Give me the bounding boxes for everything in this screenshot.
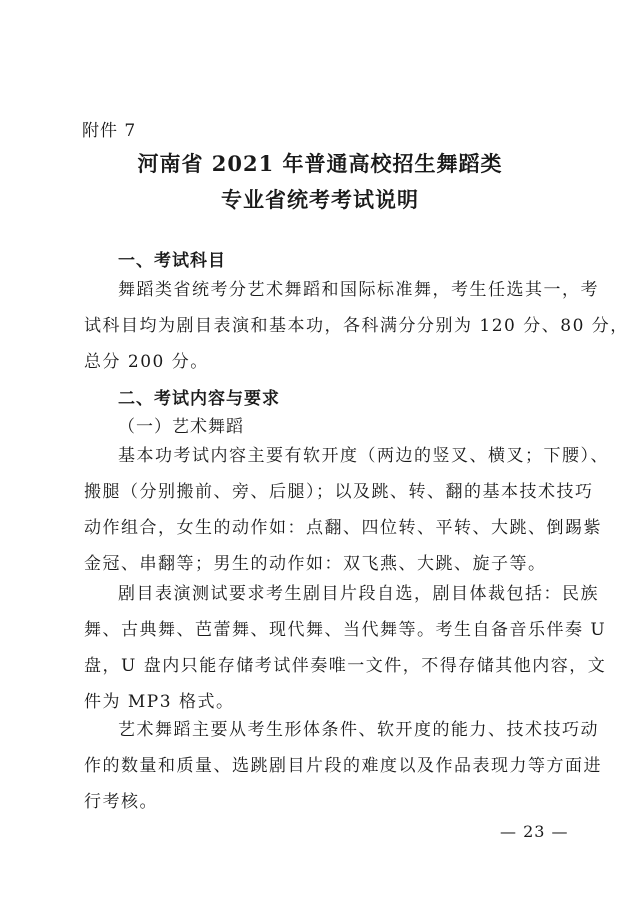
paragraph-line: 总分 200 分。 [84,352,209,372]
paragraph-line: 件为 MP3 格式。 [84,692,235,712]
section-1-paragraph [84,272,629,380]
document-title-line-2: 专业省统考考试说明 [221,187,419,212]
paragraph-line: 舞蹈类省统考分艺术舞蹈和国际标准舞，考生任选其一，考 [118,280,599,300]
paragraph-line: 作的数量和质量、选跳剧目片段的难度以及作品表现力等方面进 [84,756,602,776]
section-2-subheading: （一）艺术舞蹈 [118,417,244,437]
paragraph-line: 艺术舞蹈主要从考生形体条件、软开度的能力、技术技巧动 [118,720,599,740]
paragraph-line: 动作组合，女生的动作如：点翻、四位转、平转、大跳、倒踢紫 [84,518,602,538]
section-2-paragraph-3 [84,712,602,820]
paragraph-line: 搬腿（分别搬前、旁、后腿）；以及跳、转、翻的基本技术技巧 [84,482,594,502]
section-2-paragraph-1 [84,438,609,582]
section-1-heading: 一、考试科目 [118,251,226,271]
paragraph-line: 行考核。 [84,792,158,812]
document-title-line-1: 河南省 2021 年普通高校招生舞蹈类 [137,151,503,176]
page-number: — 23 — [500,822,569,841]
paragraph-line: 试科目均为剧目表演和基本功，各科满分分别为 120 分、80 分， [84,316,629,336]
paragraph-line: 舞、古典舞、芭蕾舞、现代舞、当代舞等。考生自备音乐伴奏 U [84,620,607,640]
section-2-paragraph-2 [84,576,607,720]
section-2-heading: 二、考试内容与要求 [118,389,280,409]
paragraph-line: 盘，U 盘内只能存储考试伴奏唯一文件，不得存储其他内容，文 [84,656,607,676]
attachment-label: 附件 7 [82,121,137,141]
paragraph-line: 金冠、串翻等；男生的动作如：双飞燕、大跳、旋子等。 [84,554,547,574]
paragraph-line: 剧目表演测试要求考生剧目片段自选，剧目体裁包括：民族 [118,584,599,604]
paragraph-line: 基本功考试内容主要有软开度（两边的竖叉、横叉；下腰）、 [118,446,609,466]
